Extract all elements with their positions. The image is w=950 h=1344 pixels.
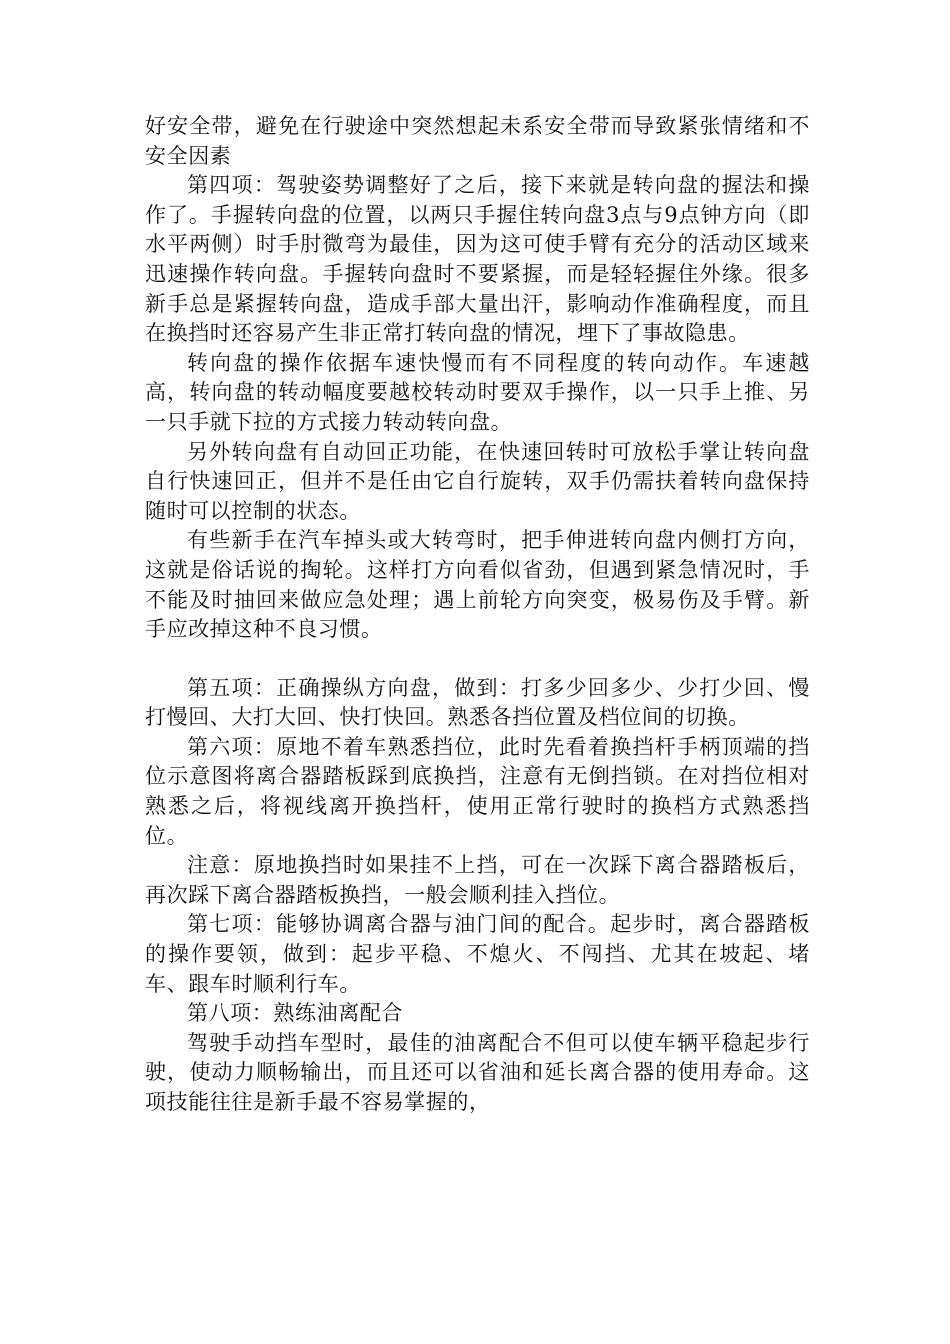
paragraph-taolun: 有些新手在汽车掉头或大转弯时，把手伸进转向盘内侧打方向，这就是俗话说的掏轮。这样打方向看似省劲，但遇到紧急情况时，手不能及时抽回来做应急处理；遇上前轮方向突变，极易伤及手臂。新手应改掉这种不良习惯。 (145, 528, 810, 642)
paragraph-item-5: 第五项：正确操纵方向盘，做到：打多少回多少、少打少回、慢打慢回、大打大回、快打快回。熟悉各挡位置及档位间的切换。 (145, 675, 810, 730)
paragraph-item-7: 第七项：能够协调离合器与油门间的配合。起步时，离合器踏板的操作要领，做到：起步平稳、不熄火、不闯挡、尤其在坡起、堵车、跟车时顺利行车。 (145, 912, 810, 996)
paragraph-note: 注意：原地换挡时如果挂不上挡，可在一次踩下离合器踏板后，再次踩下离合器踏板换挡，一般会顺利挂入挡位。 (145, 853, 810, 907)
paragraph-steering-operation: 转向盘的操作依据车速快慢而有不同程度的转向动作。车速越高，转向盘的转动幅度要越校转动时要双手操作，以一只手上推、另一只手就下拉的方式接力转动转向盘。 (145, 350, 810, 434)
paragraph-item-8-body: 驾驶手动挡车型时，最佳的油离配合不但可以使车辆平稳起步行驶，使动力顺畅输出，而且还可以省油和延长离合器的使用寿命。这项技能往往是新手最不容易掌握的， (145, 1030, 810, 1114)
document-page (145, 112, 810, 1118)
paragraph-item-4: 第四项：驾驶姿势调整好了之后，接下来就是转向盘的握法和操作了。手握转向盘的位置，以两只手握住转向盘3点与9点钟方向（即水平两侧）时手肘微弯为最佳，因为这可使手臂有充分的活动区域来迅速操作转向盘。手握转向盘时不要紧握，而是轻轻握住外缘。很多新手总是紧握转向盘，造成手部大量出汗，影响动作准确程度，而且在换挡时还容易产生非正常打转向盘的情况，埋下了事故隐患。 (145, 173, 810, 346)
paragraph-item-8-heading: 第八项：熟练油离配合 (187, 1001, 403, 1026)
paragraph-item-6: 第六项：原地不着车熟悉挡位，此时先看着换挡杆手柄顶端的挡位示意图将离合器踏板踩到底换挡，注意有无倒挡锁。在对挡位相对熟悉之后，将视线离开换挡杆，使用正常行驶时的换档方式熟悉挡位。 (145, 734, 810, 848)
paragraph-auto-return: 另外转向盘有自动回正功能，在快速回转时可放松手掌让转向盘自行快速回正，但并不是任由它自行旋转，双手仍需扶着转向盘保持随时可以控制的状态。 (145, 439, 810, 523)
paragraph-continuation: 好安全带，避免在行驶途中突然想起未系安全带而导致紧张情绪和不安全因素 (145, 114, 810, 168)
